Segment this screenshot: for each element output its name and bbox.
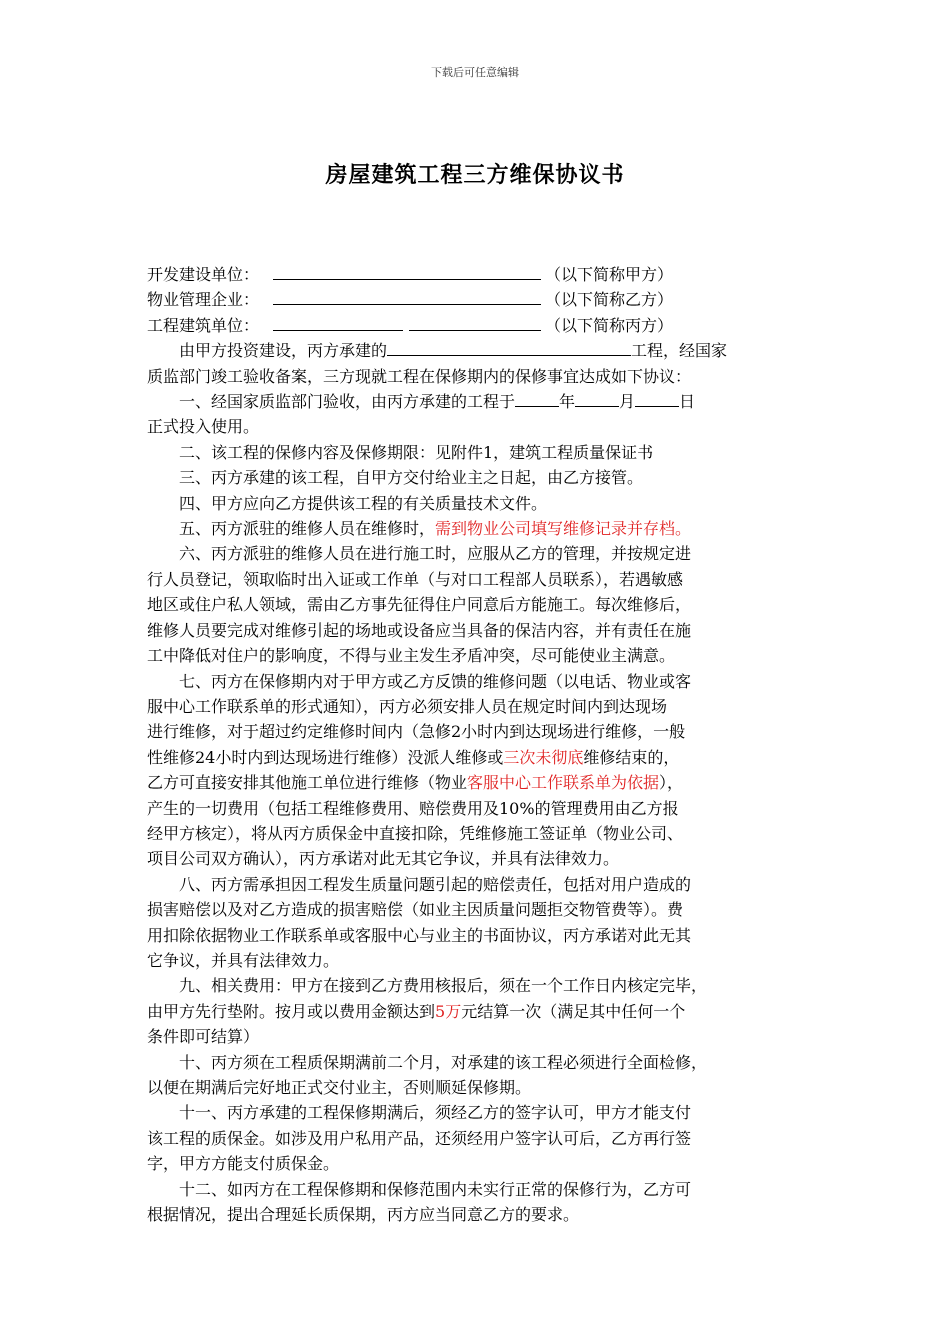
party-note: （以下简称乙方） bbox=[545, 290, 674, 310]
clause-6-line: 维修人员要完成对维修引起的场地或设备应当具备的保洁内容，并有责任在施 bbox=[147, 620, 692, 640]
clause-9-line bbox=[147, 999, 815, 1024]
intro-line-1 bbox=[147, 338, 815, 363]
clause-text: 乙方可直接安排其他施工单位进行维修（物业 bbox=[147, 773, 468, 793]
clause-8-line: 它争议，并具有法律效力。 bbox=[147, 950, 340, 970]
clause-text: 五、丙方派驻的维修人员在维修时， bbox=[179, 519, 436, 539]
intro-text: 由甲方投资建设，丙方承建的 bbox=[179, 341, 388, 361]
clause-text: 一、经国家质监部门验收，由丙方承建的工程于 bbox=[179, 392, 516, 412]
clause-8-line: 八、丙方需承担因工程发生质量问题引起的赔偿责任，包括对用户造成的 bbox=[179, 874, 692, 894]
clause-7-line: 七、丙方在保修期内对于甲方或乙方反馈的维修问题（以电话、物业或客 bbox=[179, 671, 692, 691]
party-developer bbox=[147, 262, 815, 287]
clause-2: 二、该工程的保修内容及保修期限：见附件1，建筑工程质量保证书 bbox=[179, 442, 654, 462]
blank-line bbox=[273, 313, 403, 331]
clause-3: 三、丙方承建的该工程，自甲方交付给业主之日起，由乙方接管。 bbox=[179, 468, 644, 488]
highlight-text: 三次未彻底 bbox=[503, 747, 584, 767]
clause-11-line: 字，甲方方能支付质保金。 bbox=[147, 1154, 340, 1174]
clause-1-line-2: 正式投入使用。 bbox=[147, 417, 260, 437]
clause-7-line: 项目公司双方确认），丙方承诺对此无其它争议，并具有法律效力。 bbox=[147, 849, 620, 869]
day-label: 日 bbox=[679, 392, 696, 412]
clause-7-line bbox=[147, 745, 815, 770]
month-label: 月 bbox=[619, 392, 636, 412]
blank-line bbox=[273, 287, 541, 305]
clause-12-line: 十二、如丙方在工程保修期和保修范围内未实行正常的保修行为，乙方可 bbox=[179, 1179, 692, 1199]
clause-6-line: 六、丙方派驻的维修人员在进行施工时，应服从乙方的管理，并按规定进 bbox=[179, 544, 692, 564]
clause-11-line: 十一、丙方承建的工程保修期满后，须经乙方的签字认可，甲方才能支付 bbox=[179, 1103, 692, 1123]
blank-month bbox=[575, 389, 619, 407]
highlight-text: 5万 bbox=[435, 1001, 462, 1021]
clause-7-line: 服中心工作联系单的形式通知），丙方必须安排人员在规定时间内到达现场 bbox=[147, 696, 668, 716]
clause-4: 四、甲方应向乙方提供该工程的有关质量技术文件。 bbox=[179, 493, 548, 513]
clause-12-line: 根据情况，提出合理延长质保期，丙方应当同意乙方的要求。 bbox=[147, 1205, 580, 1225]
blank-line bbox=[409, 313, 541, 331]
party-label: 物业管理企业： bbox=[147, 290, 260, 310]
blank-line bbox=[387, 338, 631, 356]
blank-year bbox=[515, 389, 559, 407]
clause-8-line: 用扣除依据物业工作联系单或客服中心与业主的书面协议，丙方承诺对此无其 bbox=[147, 925, 692, 945]
clause-text: ）， bbox=[659, 773, 684, 793]
header-note: 下载后可任意编辑 bbox=[431, 66, 519, 79]
clause-6-line: 行人员登记，领取临时出入证或工作单（与对口工程部人员联系），若遇敏感 bbox=[147, 569, 684, 589]
highlight-text: 需到物业公司填写维修记录并存档。 bbox=[435, 519, 692, 539]
clause-7-line bbox=[147, 770, 815, 795]
clause-6-line: 工中降低对住户的影响度，不得与业主发生矛盾冲突，尽可能使业主满意。 bbox=[147, 646, 676, 666]
clause-8-line: 损害赔偿以及对乙方造成的损害赔偿（如业主因质量问题拒交物管费等）。费 bbox=[147, 900, 684, 920]
clause-10-line: 十、丙方须在工程质保期满前二个月，对承建的该工程必须进行全面检修， bbox=[179, 1052, 708, 1072]
clause-10-line: 以便在期满后完好地正式交付业主，否则顺延保修期。 bbox=[147, 1078, 532, 1097]
clause-text: 由甲方先行垫附。按月或以费用金额达到 bbox=[147, 1001, 436, 1021]
intro-line-2: 质监部门竣工验收备案，三方现就工程在保修期内的保修事宜达成如下协议： bbox=[147, 366, 692, 386]
highlight-text: 客服中心工作联系单为依据 bbox=[467, 773, 660, 793]
document-body bbox=[147, 262, 815, 1227]
blank-day bbox=[635, 389, 679, 407]
document-title: 房屋建筑工程三方维保协议书 bbox=[325, 162, 625, 188]
clause-7-line: 进行维修，对于超过约定维修时间内（急修2小时内到达现场进行维修，一般 bbox=[147, 722, 686, 742]
clause-11-line: 该工程的质保金。如涉及用户私用产品，还须经用户签字认可后，乙方再行签 bbox=[147, 1128, 692, 1148]
year-label: 年 bbox=[559, 392, 576, 412]
clause-text: 性维修24小时内到达现场进行维修）没派人维修或 bbox=[147, 747, 504, 767]
clause-7-line: 经甲方核定），将从丙方质保金中直接扣除，凭维修施工签证单（物业公司、 bbox=[147, 823, 684, 843]
clause-6-line: 地区或住户私人领域，需由乙方事先征得住户同意后方能施工。每次维修后， bbox=[147, 595, 692, 615]
clause-5 bbox=[147, 516, 815, 541]
intro-text: 工程，经国家 bbox=[631, 341, 728, 361]
party-note: （以下简称丙方） bbox=[545, 315, 674, 335]
party-label: 开发建设单位： bbox=[147, 265, 260, 284]
clause-text: 元结算一次（满足其中任何一个 bbox=[461, 1001, 686, 1021]
clause-7-line: 产生的一切费用（包括工程维修费用、赔偿费用及10%的管理费用由乙方报 bbox=[147, 798, 679, 818]
party-builder bbox=[147, 313, 815, 338]
party-note: （以下简称甲方） bbox=[545, 265, 674, 284]
party-label: 工程建筑单位： bbox=[147, 315, 260, 335]
party-property bbox=[147, 287, 815, 312]
clause-9-line: 九、相关费用：甲方在接到乙方费用核报后，须在一个工作日内核定完毕， bbox=[179, 976, 708, 996]
blank-line bbox=[273, 262, 541, 280]
clause-9-line: 条件即可结算） bbox=[147, 1027, 260, 1047]
clause-text: 维修结束的， bbox=[583, 747, 680, 767]
clause-1-line-1 bbox=[147, 389, 815, 414]
